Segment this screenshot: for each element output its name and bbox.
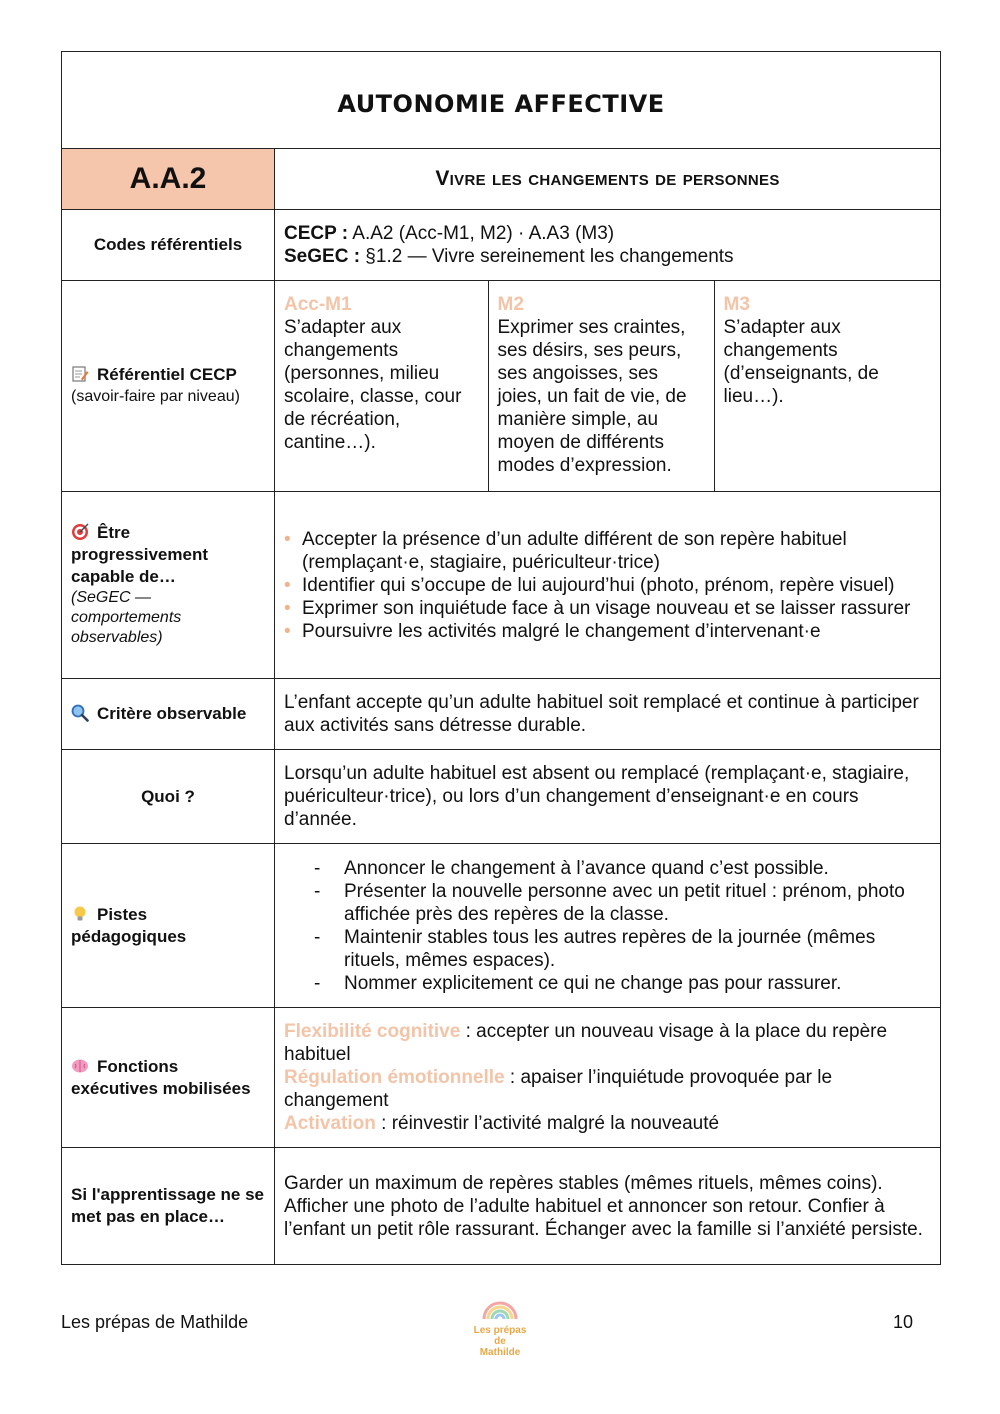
column-text: S’adapter aux changements (d’enseignants, de lieu…).: [723, 317, 879, 407]
column-text: S’adapter aux changements (personnes, milieu scolaire, classe, cour de récréation, cantine…).: [284, 317, 462, 453]
fonctions-label-1: Fonctions: [97, 1056, 179, 1076]
capable-label-cell: [62, 492, 275, 679]
capable-list: [284, 528, 931, 643]
critere-text: L’enfant accepte qu’un adulte habituel soit remplacé et continue à participer aux activités sans détresse durable.: [275, 679, 941, 750]
footer-left: Les prépas de Mathilde: [61, 1312, 249, 1332]
pistes-list: [284, 857, 931, 995]
fonction-text: : apaiser l’inquiétude provoquée par le changement: [284, 1067, 833, 1111]
critere-label: Critère observable: [97, 704, 247, 723]
main-table: [61, 51, 941, 1265]
fonction-item: [284, 1066, 931, 1112]
page-title: AUTONOMIE AFFECTIVE: [62, 52, 941, 149]
worksheet: [61, 51, 940, 1265]
fonction-item: [284, 1020, 931, 1066]
capable-content: [275, 492, 941, 679]
capable-label-italic: (SeGEC — comportements observables): [71, 589, 182, 646]
pistes-label-2: pédagogiques: [71, 926, 187, 946]
list-item: • Poursuivre les activités malgré le changement d’intervenant·e: [284, 620, 931, 643]
list-item: - Présenter la nouvelle personne avec un petit rituel : prénom, photo affichée près des repères de la classe.: [314, 880, 931, 926]
si-text: Garder un maximum de repères stables (mêmes rituels, mêmes coins). Afficher une photo de l’adulte habituel et annoncer son retour. Confier à l’enfant un petit rôle rassurant. Échanger avec la famille si l’anxiété persiste.: [275, 1148, 941, 1265]
list-item: - Maintenir stables tous les autres repères de la journée (mêmes rituels, mêmes espaces).: [314, 926, 931, 972]
column-m2: [488, 281, 714, 491]
magnifier-icon: [71, 704, 89, 722]
list-item: • Accepter la présence d’un adulte différent de son repère habituel (remplaçant·e, stagiaire, puériculteur·trice): [284, 528, 931, 574]
logo-text-1: Les prépas de: [473, 1325, 527, 1347]
column-head: M2: [497, 294, 524, 315]
pistes-content: [275, 844, 941, 1008]
quoi-label: Quoi ?: [62, 750, 275, 844]
cecp-key: CECP :: [284, 223, 349, 244]
skill-code: A.A.2: [62, 149, 275, 210]
codes-label: Codes référentiels: [62, 210, 275, 281]
fonction-key: Régulation émotionnelle: [284, 1067, 505, 1088]
referentiel-label-cell: [62, 281, 275, 492]
column-text: Exprimer ses craintes, ses désirs, ses peurs, ses angoisses, ses joies, un fait de vie, de manière simple, au moyen de différents modes d’expression.: [497, 317, 687, 476]
rainbow-icon: [480, 1300, 520, 1320]
memo-icon: [71, 365, 89, 383]
list-item: • Exprimer son inquiétude face à un visage nouveau et se laisser rassurer: [284, 597, 931, 620]
pistes-label-1: Pistes: [97, 904, 148, 924]
segec-value: §1.2 — Vivre sereinement les changements: [360, 246, 734, 267]
target-icon: [71, 523, 89, 541]
logo-text-2: Mathilde: [479, 1347, 521, 1358]
quoi-text: Lorsqu’un adulte habituel est absent ou remplacé (remplaçant·e, stagiaire, puériculteur·trice), ou lors d’un changement d’enseignant·e en cours d’année.: [275, 750, 941, 844]
column-head: Acc-M1: [284, 294, 352, 315]
fonctions-content: [275, 1008, 941, 1148]
brand-logo: [468, 1300, 532, 1358]
brain-icon: [71, 1057, 89, 1075]
fonctions-label-2: exécutives mobilisées: [71, 1078, 251, 1098]
referentiel-columns-cell: [275, 281, 941, 492]
segec-key: SeGEC :: [284, 246, 361, 267]
column-m3: [714, 281, 940, 491]
pistes-label-cell: [62, 844, 275, 1008]
page-number: 10: [893, 1312, 914, 1332]
cecp-value: A.A2 (Acc-M1, M2) · A.A3 (M3): [348, 223, 615, 244]
skill-title: Vivre les changements de personnes: [275, 149, 941, 210]
list-item: - Nommer explicitement ce qui ne change pas pour rassurer.: [314, 972, 931, 995]
codes-content: [275, 210, 941, 281]
critere-label-cell: [62, 679, 275, 750]
fonction-key: Flexibilité cognitive: [284, 1021, 461, 1042]
column-acc-m1: [275, 281, 488, 491]
list-item: - Annoncer le changement à l’avance quand c’est possible.: [314, 857, 931, 880]
fonction-text: : accepter un nouveau visage à la place du repère habituel: [284, 1021, 888, 1065]
fonction-key: Activation: [284, 1113, 376, 1134]
fonction-item: [284, 1112, 931, 1135]
referentiel-label: Référentiel CECP: [97, 365, 237, 384]
referentiel-columns: [275, 281, 940, 491]
capable-label-1: Être: [97, 523, 131, 542]
capable-label-2: progressivement capable de…: [71, 545, 208, 586]
lightbulb-icon: [71, 905, 89, 923]
column-head: M3: [723, 294, 750, 315]
fonction-text: : réinvestir l’activité malgré la nouveauté: [375, 1113, 720, 1134]
si-label: Si l'apprentissage ne se met pas en place…: [62, 1148, 275, 1265]
fonctions-label-cell: [62, 1008, 275, 1148]
referentiel-sublabel: (savoir-faire par niveau): [71, 388, 240, 405]
list-item: • Identifier qui s’occupe de lui aujourd’hui (photo, prénom, repère visuel): [284, 574, 931, 597]
